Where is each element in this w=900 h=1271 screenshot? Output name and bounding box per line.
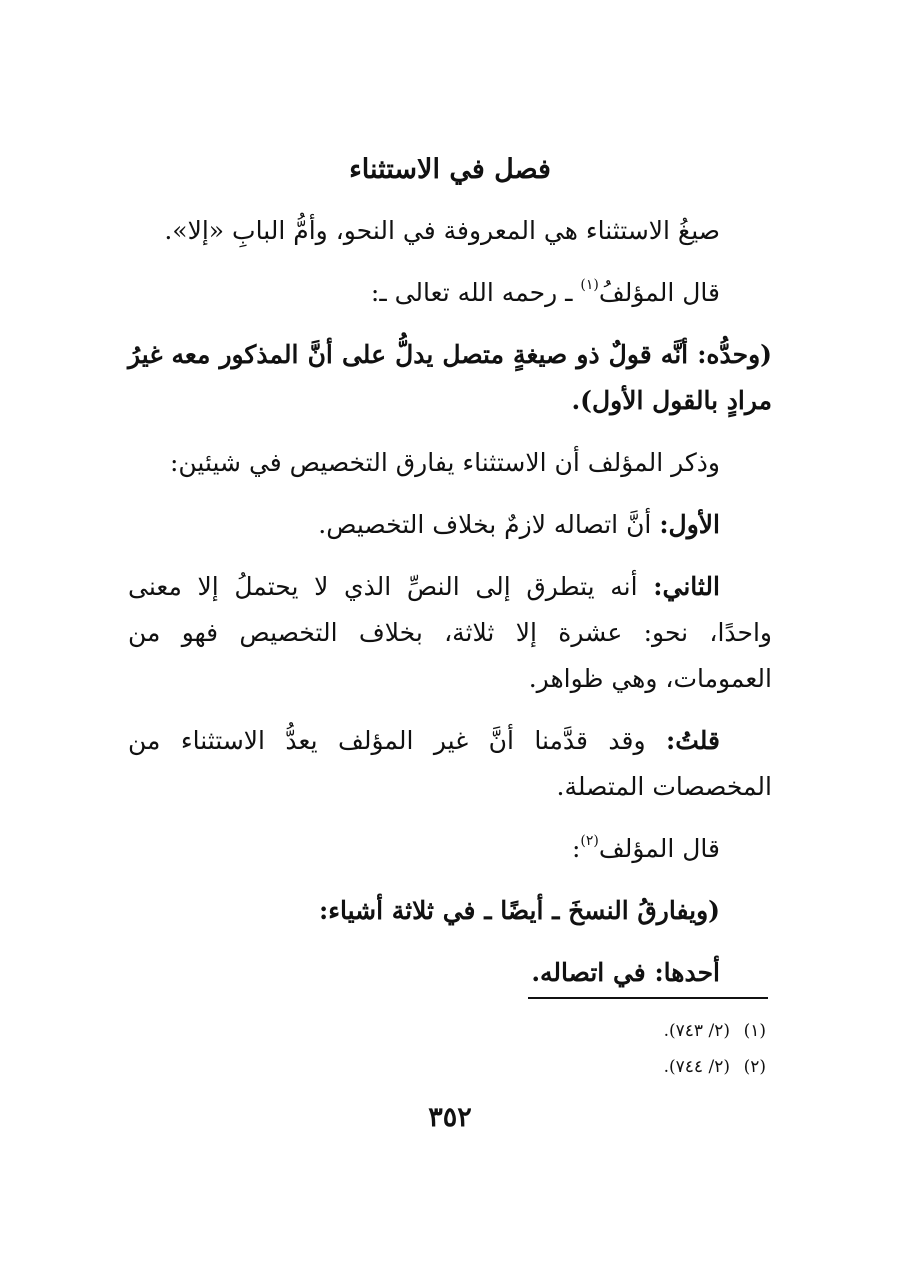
note-text: وقد قدَّمنا أنَّ غير المؤلف يعدُّ الاستثناء من المخصصات المتصلة. — [128, 726, 772, 801]
paragraph-note — [128, 718, 772, 810]
paragraph-author-says-2 — [128, 826, 772, 872]
first-text: أنَّ اتصاله لازمٌ بخلاف التخصيص. — [318, 510, 660, 539]
footnote-ref-1: (١) — [580, 277, 599, 293]
footnote-ref-2: (٢) — [580, 833, 599, 849]
footnote-item — [466, 1049, 766, 1085]
paragraph-differs: (ويفارقُ النسخَ ـ أيضًا ـ في ثلاثة أشياء: — [319, 896, 720, 925]
paragraph-mention: وذكر المؤلف أن الاستثناء يفارق التخصيص في شيئين: — [169, 448, 720, 477]
paragraph-second — [128, 564, 772, 702]
author-says-label: قال المؤلفُ — [598, 278, 720, 307]
footnote-divider — [528, 997, 768, 999]
paragraph-author-says-1 — [128, 270, 772, 316]
page-number: ٣٥٢ — [428, 1102, 472, 1133]
paragraph-one-of-them: أحدها: في اتصاله. — [531, 958, 720, 987]
footnote-text: (٢/ ٧٤٤). — [663, 1057, 730, 1077]
footnote-text: (٢/ ٧٤٣). — [663, 1021, 730, 1041]
author-says-2-label: قال المؤلف — [598, 834, 720, 863]
author-says-2-tail: : — [571, 834, 581, 863]
paragraph-first — [128, 502, 772, 548]
paragraph-intro: صيغُ الاستثناء هي المعروفة في النحو، وأمُّ البابِ «إلا». — [164, 216, 720, 245]
footnote-number: (٢) — [743, 1057, 766, 1077]
second-text: أنه يتطرق إلى النصِّ الذي لا يحتملُ إلا معنى واحدًا، نحو: عشرة إلا ثلاثة، بخلاف التخصيص فهو من العمومات، وهي ظواهر. — [128, 572, 772, 693]
paragraph-definition: (وحدُّه: أنَّه قولٌ ذو صيغةٍ متصل يدلُّ على أنَّ المذكور معه غيرُ مرادٍ بالقول الأول). — [128, 340, 772, 415]
note-label: قلتُ: — [665, 726, 720, 755]
section-title: فصل في الاستثناء — [349, 154, 551, 185]
author-says-tail: ـ رحمه الله تعالى ـ: — [370, 278, 581, 307]
first-label: الأول: — [659, 510, 720, 539]
footnote-item — [466, 1013, 766, 1049]
footnotes — [466, 1013, 766, 1085]
main-text — [128, 208, 772, 1012]
second-label: الثاني: — [653, 572, 720, 601]
footnote-number: (١) — [743, 1021, 766, 1041]
